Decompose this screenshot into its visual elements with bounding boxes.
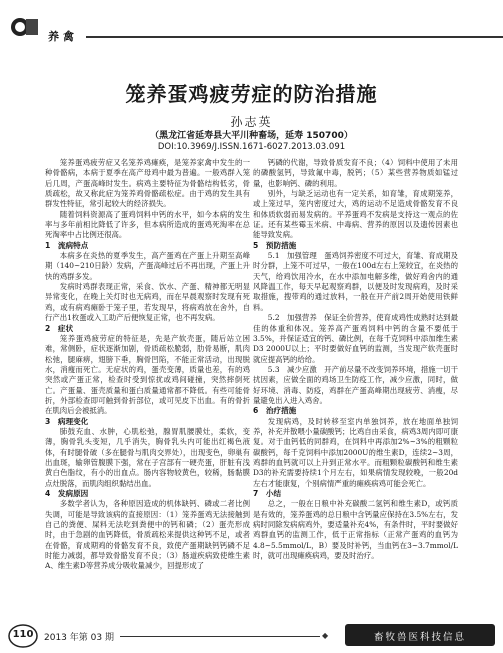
section-heading: 3 病理变化 (45, 416, 89, 426)
section-heading: 2 症状 (45, 323, 74, 333)
magazine-name: 畜牧兽医科技信息 (373, 632, 466, 643)
body-column-right (253, 158, 458, 620)
magazine-banner (345, 624, 495, 646)
doi: DOI:10.3969/J.ISSN.1671-6027.2013.03.091 (157, 142, 346, 152)
paragraph: 发病时鸡群表现正常，采食、饮水、产蛋、精神都无明显异常变化，在晚上关灯时也无病鸡，而在早晨观察时发现有死鸡，或有病鸡瘫卧于笼子里，若发现早，将病鸡放在舍外，自行产出1枚蛋或入工助产后便恢复正常，也不再发病。 (45, 282, 250, 323)
author: 孙志英 (230, 115, 273, 129)
page-footer (0, 620, 503, 653)
paragraph: 5.1 加强管理 蛋鸡饲养密度不可过大，育雏、育成期及时分群，上笼不可过早，一般在100d左右上笼较宜，在炎热的天气，给鸡饮用冷水，在水中添加电解多维，做好鸡舍内的通风降温工作，每天早起观察鸡群，以便及时发现病鸡，及时采取措施，搜带鸡的通过放料，一般在开产前2周开始使用铁鲜料。 (253, 251, 458, 312)
paragraph: 笼养蛋鸡疲劳症的特征是，先是产软壳蛋，随后站立困难，常侧卧，症状逐渐加剧，骨质疏松脆弱，肋骨易断，肌肉松弛，腿麻痹，翅膀下垂，胸骨凹陷，不能正常活动，出现脱水，消瘦而死亡。无症状的鸡，蛋壳变薄，质量也差，有的鸡突然或产蛋正常，检查时受到惊扰或鸡间碰撞，突然摔倒死亡。产蛋量、蛋壳质量和蛋白质量通常都不降低。有些可能骨折，外部检查即可触到骨折部位，或可见皮下出血。有的骨折在肌肉后会被抵消。 (45, 333, 250, 416)
section-heading: 5 预防措施 (253, 240, 297, 250)
paragraph: 5.2 加强营养 保证全价营养，使育成鸡性成熟时达到最佳的体重和体况。笼养高产蛋鸡饲料中钙的含量不要低于3.5%，并保证适宜的钙、磷比例，在每千克饲料中添加维生素D3 2000U以上；平时要做好血钙的监测，当发现产软壳蛋时就应提高钙的给给。 (253, 313, 458, 364)
paragraph: 别外，与缺乏运动也有一定关系，如育雏，育成期笼养，或上笼过早，笼内密度过大，鸡的运动不足造成骨骼发育不良和体质软弱而易发病的。平养蛋鸡不发病是支持这一观点的佐证。还有某些霉玉米病、中毒病、营养的原因以及遗传因素也能导致发病。 (253, 189, 458, 240)
affiliation: （黑龙江省延寿县大平川种畜场，延寿 150700） (150, 131, 353, 141)
header-rule (86, 36, 503, 38)
paragraph: 多数学者认为，各种原因造成的机体缺钙、磷或二者比例失调，可能是导致该病的直接原因：（1）笼养蛋鸡无法接触到自己的粪便、屎料无法吃到粪便中的钙和磷；（2）蛋壳形成时，由于急剧的血钙降低，骨质疏松来提供这种钙不足，或者在骨骼，育成期鸡的骨骼发育不良，致使产蛋期缺钙钙磷不足时能力减弱，都导致骨骼发育不良；（3）肠道疾病致使维生素A、维生素D等营养成分吸收量减少，回提形成了 (45, 499, 250, 571)
page-header (0, 0, 503, 44)
paragraph: 肺鼓充血、水肿，心肌松弛，腺胃肌腰膜灶，柔软，变薄，胸骨乳头变短，几乎消失，胸骨乳头内可能出红褐色液体，有时腿骨破（多在腿骨与肌肉交界处），出现变色，卵巢有出血斑，输卵管腹膜下强，常在子宫部有一硬壳蛋，肝脏有浅黄白色脂纹，有小的出血点。肠内容物较黄色，较稀，肠黏膜点灶脱落，而肌肉组织黏结出血。 (45, 426, 250, 488)
paragraph: 本病多在炎热的夏季发生，高产蛋鸡在产蛋上升期至高峰期（140~210日龄）发病，产蛋高峰过后不再出现，产蛋上升快的鸡群多发。 (45, 251, 250, 281)
paragraph: 5.3 减少应激 开产前尽量不改变饲养环境，措施一切干扰因素，应做全面的鸡场卫生防疫工作，减少应激，同时，做好环境、消毒、防疫，鸡群在产蛋高峰期出现疲劳、消瘦，尽量避免出入进入鸡舍。 (253, 364, 458, 405)
section-heading: 4 发病原因 (45, 489, 89, 498)
paragraph: 总之，一般在日粮中补充碳酸二氢钙和维生素D，或钙质是有效的，笼养蛋鸡的总日粮中含钙量应保持在3.5%左右，发病时同除发病病鸡外，要适量补充4%，有条件时，平时要做好鸡群血钙的监测工作，低于正常指标（正常产蛋鸡的血钙为4.8~5.5mmol/L，B）要及时补钙，当血钙在3~3.7mmol/L时，就可出现瘫痪病鸡，要及时治疗。 (253, 499, 458, 561)
section-heading: 7 小结 (253, 489, 282, 498)
section-heading: 6 治疗措施 (253, 406, 297, 416)
paragraph: 笼养蛋鸡疲劳症又名笼养鸡瘫痪，是笼养家禽中发生的一种骨骼病，本病于夏季在高产母鸡中最为普遍。一般鸡群入笼后几周，产蛋高峰时发生。病鸡主要特征为骨骼结构低劣，骨质疏松，故又称此症为笼养鸡骨骼疏松症。由于鸡的发生具有群发性特征，常引起较大的经济损失。 (45, 158, 250, 209)
section-heading: 1 流病特点 (45, 240, 89, 250)
issue-label: 2013 年第 03 期 (44, 633, 114, 643)
body-column-left (45, 158, 250, 620)
paragraph: 钙磷的代谢，导致骨质发育不良；（4）饲料中使用了未用的磷酸氢钙，导致氟中毒，脱钙；（5）某些营养物质如锰过量，也影响钙、磷的利用。 (253, 158, 458, 188)
paragraph: 发现病鸡，及时转移至室内单独饲养，放在地面单独饲养，补充并散喂小量碳酸钙；比鸡自由采食，病鸡3周内即可康复。对于血钙低的同群鸡，在饲料中再添加2%~3%的粗颗粒碳酸钙，每千克饲料中添加2000U的维生素D，连续2~3周，鸡群的血钙就可以上升到正常水平。而粗颗粒碳酸钙和维生素D3的补充需要持续1个月左右，如果病情发现较晚，一般20d左右才能康复，个别病情严重的瘫痪病鸡可能会死亡。 (253, 416, 458, 488)
paragraph: 随着饲料资源高了蛋鸡饲料中钙的水平，如今本病的发生率与多年前相比降低了许多，但本病所造成的蛋鸡死淘率在总死淘率中占比例还很高。 (45, 209, 250, 240)
section-label: 养禽 (48, 30, 78, 43)
footer-rule (120, 636, 320, 637)
footer-diamond-icon: ◆ (322, 631, 329, 640)
article-title: 笼养蛋鸡疲劳症的防治措施 (125, 82, 378, 106)
page-number: 110 (12, 629, 34, 640)
journal-logo-icon (10, 15, 40, 39)
